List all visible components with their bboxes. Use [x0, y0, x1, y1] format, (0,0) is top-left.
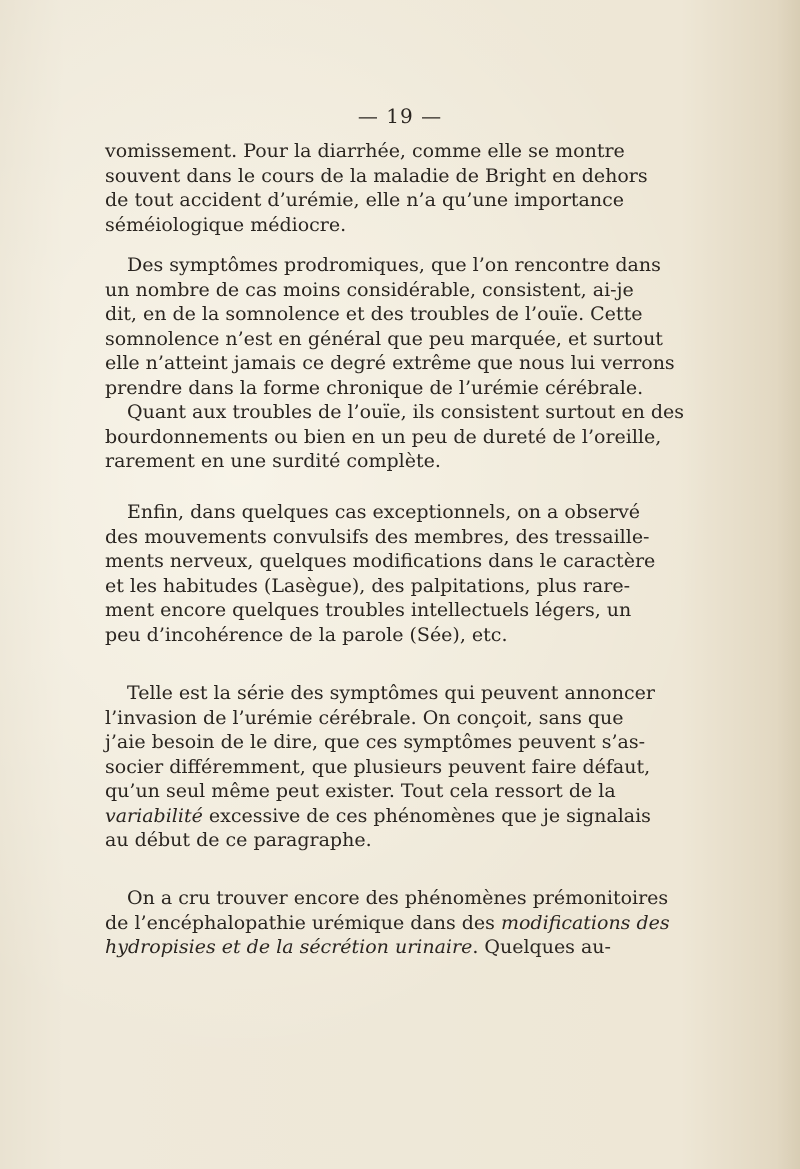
- text-line: [105, 935, 611, 960]
- text-line: [105, 911, 670, 936]
- paragraph-4: [105, 500, 656, 647]
- text-line: dit, en de la somnolence et des troubles de l’ouïe. Cette: [105, 303, 643, 325]
- text-line: Enfin, dans quelques cas exceptionnels, on a observé: [127, 501, 641, 523]
- text-line: j’aie besoin de le dire, que ces symptômes peuvent s’as-: [105, 731, 645, 753]
- text-line: de tout accident d’urémie, elle n’a qu’une importance: [105, 189, 625, 211]
- text-line: ment encore quelques troubles intellectuels légers, un: [105, 599, 632, 621]
- text-line: somnolence n’est en général que peu marquée, et surtout: [105, 327, 663, 350]
- text-line: un nombre de cas moins considérable, consistent, ai-je: [105, 278, 634, 301]
- text-line: et les habitudes (Lasègue), des palpitations, plus rare-: [105, 574, 630, 597]
- text-line: bourdonnements ou bien en un peu de dureté de l’oreille,: [105, 425, 662, 448]
- paragraph-5: [105, 681, 655, 853]
- text-line: l’invasion de l’urémie cérébrale. On conçoit, sans que: [105, 706, 624, 729]
- text-line: socier différemment, que plusieurs peuvent faire défaut,: [105, 755, 651, 778]
- text-line: Quant aux troubles de l’ouïe, ils consistent surtout en des: [127, 401, 685, 423]
- text-line: souvent dans le cours de la maladie de Bright en dehors: [105, 164, 648, 187]
- text-fragment: de l’encéphalopathie urémique dans des: [105, 911, 501, 934]
- paragraph-2: [105, 253, 675, 400]
- text-line: rarement en une surdité complète.: [105, 450, 441, 472]
- text-line: [105, 804, 651, 829]
- text-fragment: . Quelques au-: [472, 936, 611, 958]
- paragraph-1: [105, 139, 648, 237]
- text-line: prendre dans la forme chronique de l’urémie cérébrale.: [105, 376, 644, 399]
- text-line: au début de ce paragraphe.: [105, 829, 372, 851]
- text-line: séméiologique médiocre.: [105, 213, 347, 236]
- italic-term: modifications des: [500, 911, 670, 934]
- text-fragment: excessive de ces phénomènes que je signalais: [202, 804, 651, 827]
- text-line: elle n’atteint jamais ce degré extrême que nous lui verrons: [105, 352, 675, 374]
- text-line: Telle est la série des symptômes qui peuvent annoncer: [127, 682, 655, 704]
- italic-term: hydropisies et de la sécrétion urinaire: [105, 936, 473, 958]
- text-line: Des symptômes prodromiques, que l’on rencontre dans: [127, 254, 661, 276]
- page-number: — 19 —: [357, 104, 443, 128]
- text-line: peu d’incohérence de la parole (Sée), etc.: [105, 623, 508, 646]
- text-line: vomissement. Pour la diarrhée, comme elle se montre: [105, 140, 625, 162]
- text-line: qu’un seul même peut exister. Tout cela ressort de la: [105, 780, 616, 802]
- paragraph-3: [105, 400, 685, 474]
- text-line: ments nerveux, quelques modifications dans le caractère: [105, 550, 656, 572]
- paragraph-6: [105, 886, 670, 960]
- text-line: On a cru trouver encore des phénomènes prémonitoires: [127, 887, 669, 909]
- text-line: des mouvements convulsifs des membres, des tressaille-: [105, 525, 650, 548]
- italic-term: variabilité: [105, 804, 203, 827]
